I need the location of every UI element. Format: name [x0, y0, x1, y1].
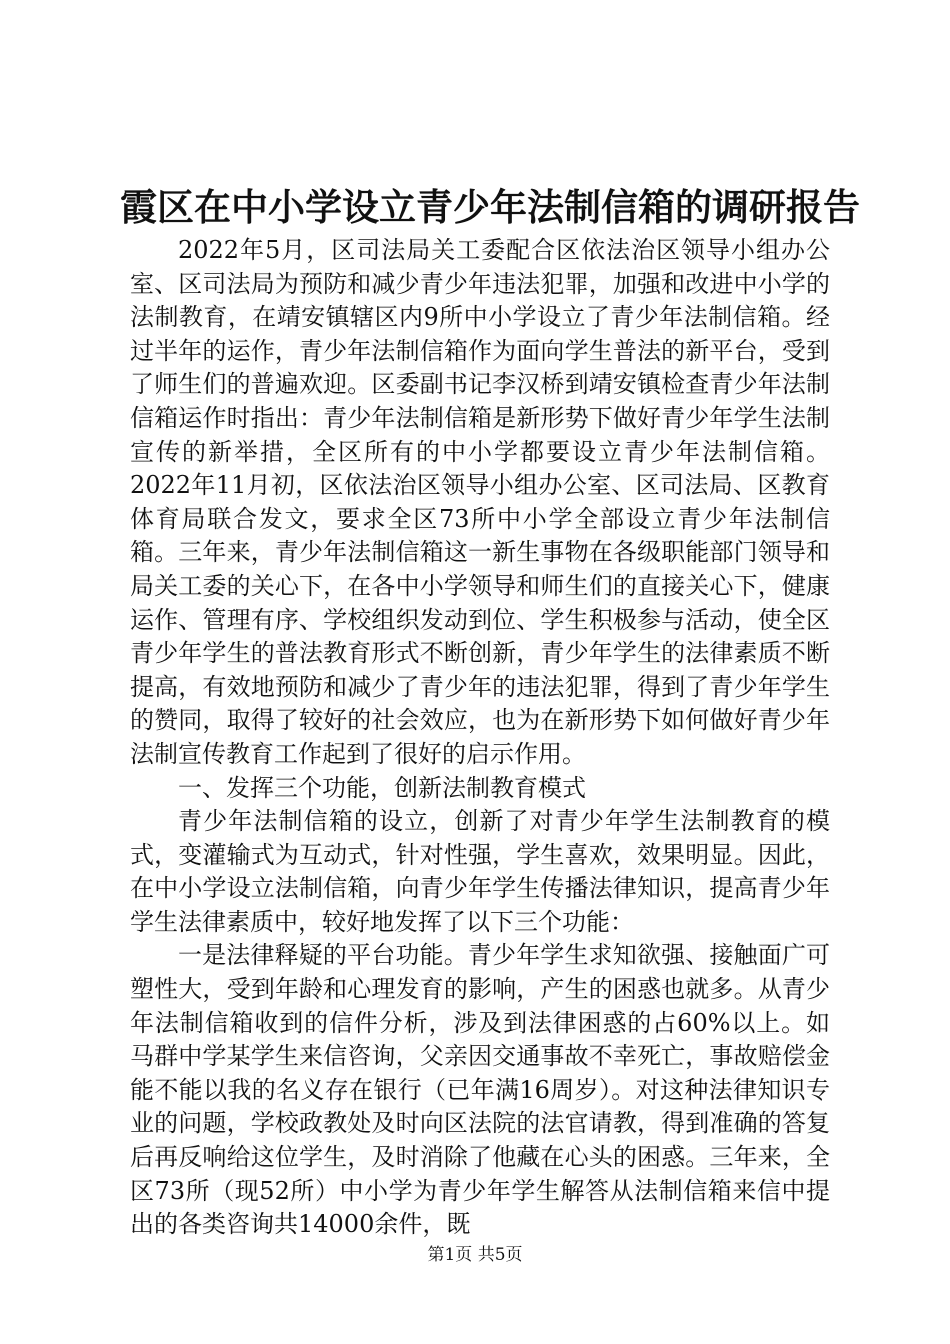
paragraph-intro: 2022年5月，区司法局关工委配合区依法治区领导小组办公室、区司法局为预防和减少青少年违法犯罪，加强和改进中小学的法制教育，在靖安镇辖区内9所中小学设立了青少年法制信箱。经过半年的运作，青少年法制信箱作为面向学生普法的新平台，受到了师生们的普遍欢迎。区委副书记李汉桥到靖安镇检查青少年法制信箱运作时指出：青少年法制信箱是新形势下做好青少年学生法制宣传的新举措，全区所有的中小学都要设立青少年法制信箱。2022年11月初，区依法治区领导小组办公室、区司法局、区教育体育局联合发文，要求全区73所中小学全部设立青少年法制信箱。三年来，青少年法制信箱这一新生事物在各级职能部门领导和局关工委的关心下，在各中小学领导和师生们的直接关心下，健康运作、管理有序、学校组织发动到位、学生积极参与活动，使全区青少年学生的普法教育形式不断创新，青少年学生的法律素质不断提高，有效地预防和减少了青少年的违法犯罪，得到了青少年学生的赞同，取得了较好的社会效应，也为在新形势下如何做好青少年法制宣传教育工作起到了很好的启示作用。 [130, 236, 830, 768]
page-footer: 第1页 共5页 [427, 1245, 523, 1265]
paragraph-function-one: 一是法律释疑的平台功能。青少年学生求知欲强、接触面广可塑性大，受到年龄和心理发育的影响，产生的困惑也就多。从青少年法制信箱收到的信件分析，涉及到法律困惑的占60%以上。如马群中学某学生来信咨询，父亲因交通事故不幸死亡，事故赔偿金能不能以我的名义存在银行（已年满16周岁）。对这种法律知识专业的问题，学校政教处及时向区法院的法官请教，得到准确的答复后再反响给这位学生，及时消除了他藏在心头的困惑。三年来，全区73所（现52所）中小学为青少年学生解答从法制信箱来信中提出的各类咨询共14000余件，既 [130, 941, 830, 1239]
document-body [130, 234, 830, 1242]
document-title: 霞区在中小学设立青少年法制信箱的调研报告 [120, 185, 860, 229]
section-heading-one: 一、发挥三个功能，创新法制教育模式 [178, 773, 586, 802]
paragraph-section-one: 青少年法制信箱的设立，创新了对青少年学生法制教育的模式，变灌输式为互动式，针对性强，学生喜欢，效果明显。因此，在中小学设立法制信箱，向青少年学生传播法律知识，提高青少年学生法律素质中，较好地发挥了以下三个功能： [130, 807, 830, 936]
